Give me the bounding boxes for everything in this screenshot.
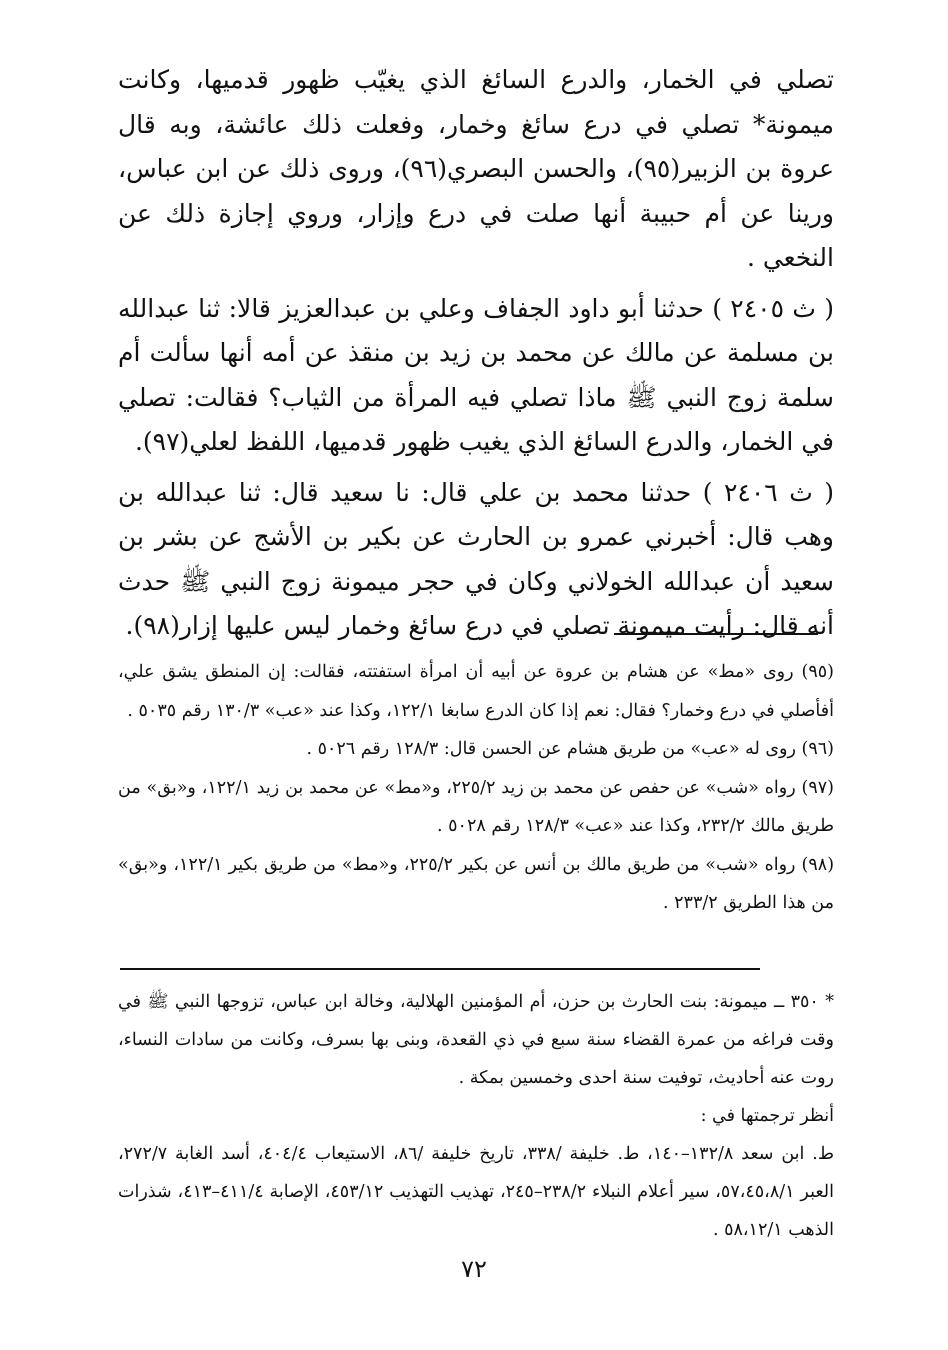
footnote-95: (٩٥) روى «مط» عن هشام بن عروة عن أبيه أن امرأة استفتته، فقالت: إن المنطق يشق علي، أفأصلي في درع وخمار؟ فقال: نعم إذا كان الدرع سابغا ١٢٢/١، وكذا عند «عب» ١٣٠/٣ رقم ٥٠٣٥ . (118, 662, 834, 721)
footnote-separator (614, 633, 818, 635)
biography-note (118, 983, 834, 1249)
hadith-2406: ( ث ٢٤٠٦ ) حدثنا محمد بن علي قال: نا سعيد قال: ثنا عبدالله بن وهب قال: أخبرني عمرو بن الحارث عن بكير بن الأشج عن بشر بن سعيد أن عبدالله الخولاني وكان في حجر ميمونة زوج النبي ﷺ حدث أنه قال: رأيت ميمونة تصلي في درع سائغ وخمار ليس عليها إزار(٩٨). (118, 477, 834, 640)
footnote-97: (٩٧) رواه «شب» عن حفص عن محمد بن زيد ٢٢٥/٢، و«مط» عن محمد بن زيد ١٢٢/١، و«بق» من طريق مالك ٢٣٢/٢، وكذا عند «عب» ١٢٨/٣ رقم ٥٠٢٨ . (118, 777, 834, 836)
main-text (118, 58, 834, 655)
page-number: ٧٢ (461, 1255, 487, 1283)
footnote-98: (٩٨) رواه «شب» من طريق مالك بن أنس عن بكير ٢٢٥/٢، و«مط» من طريق بكير ١٢٢/١، و«بق» من هذا الطريق ٢٣٣/٢ . (118, 854, 835, 913)
biography-references-heading: أنظر ترجمتها في : (700, 1106, 834, 1126)
paragraph-maimuna: تصلي في الخمار، والدرع السائغ الذي يغيّب ظهور قدميها، وكانت ميمونة* تصلي في درع سائغ وخمار، وفعلت ذلك عائشة، وبه قال عروة بن الزبير(٩٥)، والحسن البصري(٩٦)، وروى ذلك عن ابن عباس، ورينا عن أم حبيبة أنها صلت في درع وإزار، وروي إجازة ذلك عن النخعي . (118, 65, 835, 272)
footnotes (118, 653, 834, 923)
biography-text: * ٣٥٠ ــ ميمونة: بنت الحارث بن حزن، أم المؤمنين الهلالية، وخالة ابن عباس، تزوجها النبي ﷺ في وقت فراغه من عمرة القضاء سنة سبع في ذي القعدة، وبنى بها بسرف، وكانت من سادات النساء، روت عنه أحاديث، توفيت سنة احدى وخمسين بمكة . (118, 992, 834, 1088)
biography-separator (120, 968, 760, 970)
biography-references: ط. ابن سعد ١٣٢/٨–١٤٠، ط. خليفة /٣٣٨، تاريخ خليفة /٨٦، الاستيعاب ٤٠٤/٤، أسد الغابة ٢٧٢/٧، العبر ٥٧،٤٥،٨/١، سير أعلام النبلاء ٢٣٨/٢–٢٤٥، تهذيب التهذيب ٤٥٣/١٢، الإصابة ٤١١/٤–٤١٣، شذرات الذهب ٥٨،١٢/١ . (118, 1144, 835, 1240)
hadith-2405: ( ث ٢٤٠٥ ) حدثنا أبو داود الجفاف وعلي بن عبدالعزيز قالا: ثنا عبدالله بن مسلمة عن مالك عن محمد بن زيد بن منقذ عن أمه أنها سألت أم سلمة زوج النبي ﷺ ماذا تصلي فيه المرأة من الثياب؟ فقالت: تصلي في الخمار، والدرع السائغ الذي يغيب ظهور قدميها، اللفظ لعلي(٩٧). (118, 293, 834, 456)
footnote-96: (٩٦) روى له «عب» من طريق هشام عن الحسن قال: ١٢٨/٣ رقم ٥٠٢٦ . (306, 739, 834, 759)
